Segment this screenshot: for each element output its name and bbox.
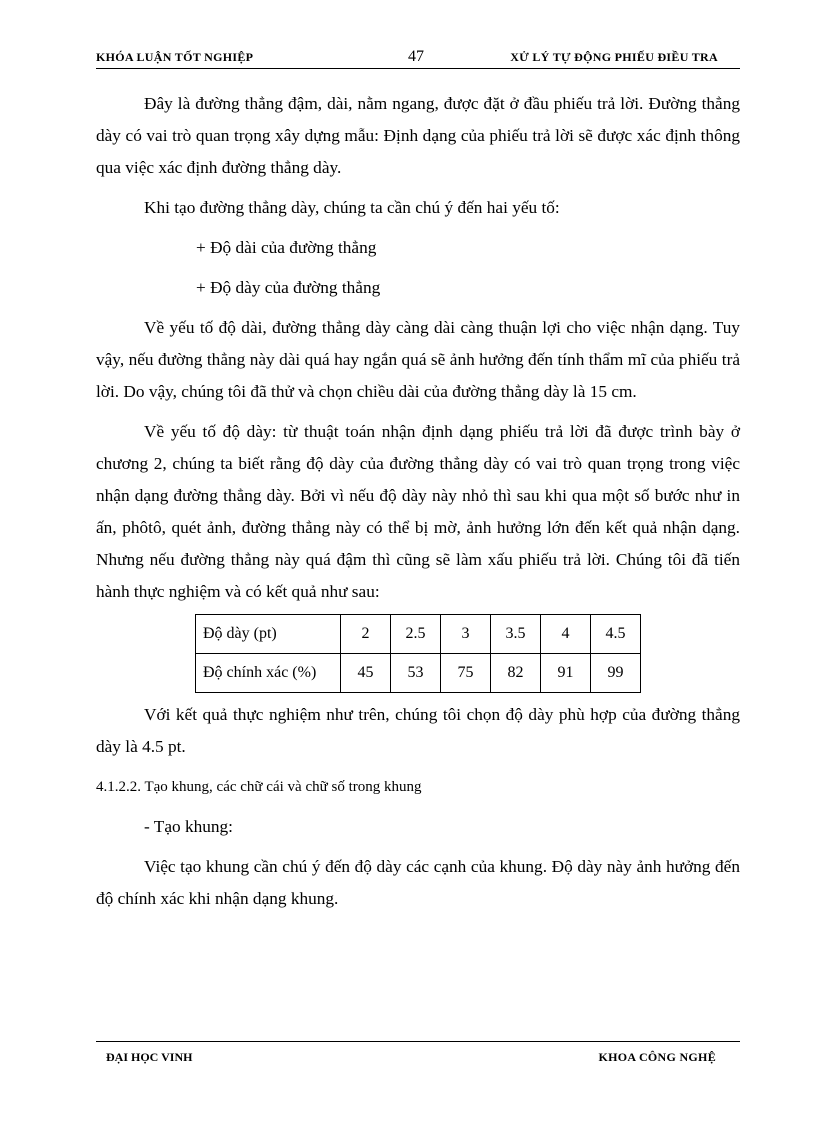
paragraph-thickness: Về yếu tố độ dày: từ thuật toán nhận định dạng phiếu trả lời đã được trình bày ở chương 2, chúng ta biết rằng độ dày của đường thẳng dày có vai trò quan trọng trong việc nhận dạng đường thẳng dày. Bởi vì nếu độ dày này nhỏ thì sau khi qua một số bước như in ấn, phôtô, quét ảnh, đường thẳng này có thể bị mờ, ảnh hưởng lớn đến kết quả nhận dạng. Nhưng nếu đường thẳng này quá đậm thì cũng sẽ làm xấu phiếu trả lời. Chúng tôi đã tiến hành thực nghiệm và có kết quả như sau:: [96, 422, 740, 601]
table-row-label: Độ chính xác (%): [196, 654, 341, 693]
page-header: [96, 48, 740, 68]
section-heading: 4.1.2.2. Tạo khung, các chữ cái và chữ số trong khung: [96, 779, 422, 795]
paragraph-length: Về yếu tố độ dài, đường thẳng dày càng dài càng thuận lợi cho việc nhận dạng. Tuy vậy, nếu đường thẳng này dài quá hay ngắn quá sẽ ảnh hưởng đến tính thẩm mĩ của phiếu trả lời. Do vậy, chúng tôi đã thử và chọn chiều dài của đường thẳng dày là 15 cm.: [96, 318, 740, 401]
table-cell: 53: [391, 654, 441, 693]
list-item-thickness: + Độ dày của đường thẳng: [196, 278, 381, 297]
header-title-right: XỬ LÝ TỰ ĐỘNG PHIẾU ĐIỀU TRA: [510, 50, 718, 64]
table-cell: 4: [541, 615, 591, 654]
table-cell: 91: [541, 654, 591, 693]
table-row-label: Độ dày (pt): [196, 615, 341, 654]
page-number: 47: [408, 48, 424, 65]
list-item-length: + Độ dài của đường thẳng: [196, 238, 377, 257]
table-cell: 75: [441, 654, 491, 693]
paragraph-frame-thickness: Việc tạo khung cần chú ý đến độ dày các cạnh của khung. Độ dày này ảnh hưởng đến độ chính xác khi nhận dạng khung.: [96, 857, 740, 908]
table-cell: 45: [341, 654, 391, 693]
table-cell: 3.5: [491, 615, 541, 654]
table-cell: 2: [341, 615, 391, 654]
paragraph-create-frame: - Tạo khung:: [144, 817, 233, 836]
paragraph-intro: Đây là đường thẳng đậm, dài, nằm ngang, được đặt ở đầu phiếu trả lời. Đường thẳng dày có vai trò quan trọng xây dựng mẫu: Định dạng của phiếu trả lời sẽ được xác định thông qua việc xác định đường thẳng dày.: [96, 94, 740, 177]
footer-right: KHOA CÔNG NGHỆ: [598, 1050, 716, 1064]
table-cell: 2.5: [391, 615, 441, 654]
header-title-left: KHÓA LUẬN TỐT NGHIỆP: [96, 50, 254, 64]
footer-divider: [96, 1041, 740, 1042]
page-body: [96, 88, 740, 915]
table-cell: 99: [591, 654, 641, 693]
table-cell: 82: [491, 654, 541, 693]
footer-left: ĐẠI HỌC VINH: [106, 1050, 193, 1064]
table-row: [196, 654, 641, 693]
paragraph-factors: Khi tạo đường thẳng dày, chúng ta cần chú ý đến hai yếu tố:: [144, 198, 560, 217]
header-divider: [96, 68, 740, 69]
table-row: [196, 615, 641, 654]
results-table: [195, 614, 641, 693]
paragraph-conclusion: Với kết quả thực nghiệm như trên, chúng tôi chọn độ dày phù hợp của đường thẳng dày là 4.5 pt.: [96, 705, 740, 756]
table-cell: 3: [441, 615, 491, 654]
table-cell: 4.5: [591, 615, 641, 654]
